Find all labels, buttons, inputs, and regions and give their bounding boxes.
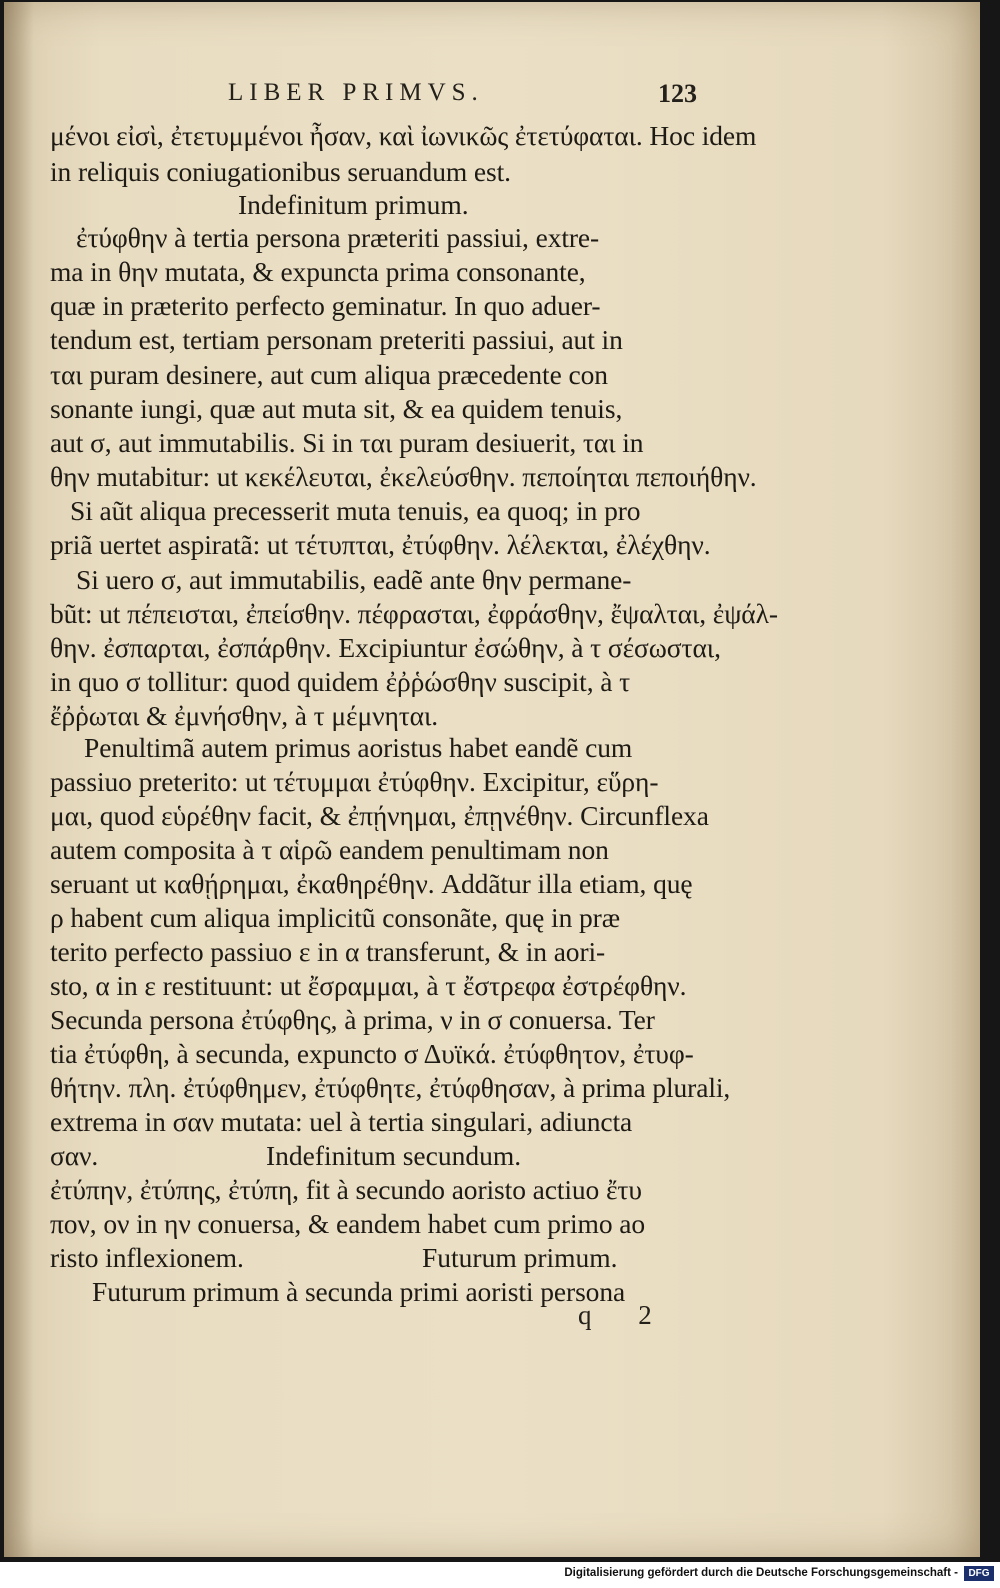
text-line: in quo σ tollitur: quod quidem ἐῤῥώσθην suscipit, à τ [50,666,631,697]
page-gutter-shadow [4,2,34,1557]
text-line: sonante iungi, quæ aut muta sit, & ea quidem tenuis, [50,393,623,424]
text-line: seruant ut καθῄρημαι, ἐκαθηρέθην. Addãtur illa etiam, quę [50,868,693,899]
text-line: autem composita à τ αἱρῶ eandem penultimam non [50,834,609,865]
text-line: θην. ἐσπαρται, ἐσπάρθην. Excipiuntur ἐσώθην, à τ σέσωσται, [50,632,721,663]
text-line: Si uero σ, aut immutabilis, eadẽ ante θην permane- [76,564,632,595]
text-line: θήτην. πλη. ἐτύφθημεν, ἐτύφθητε, ἐτύφθησαν, à prima plurali, [50,1072,731,1103]
text-line: quæ in præterito perfecto geminatur. In quo aduer- [50,290,601,321]
text-line: sto, α in ε restituunt: ut ἔσραμμαι, à τ ἔστρεφα ἐστρέφθην. [50,970,687,1001]
text-line: passiuo preterito: ut τέτυμμαι ἐτύφθην. Excipitur, εὕρη- [50,766,659,797]
text-line: μαι, quod εὑρέθην facit, & ἐπῄνημαι, ἐπῃνέθην. Circunflexa [50,800,709,831]
text-line: Penultimã autem primus aoristus habet eandẽ cum [84,732,633,763]
text-line: σαν. [50,1140,99,1171]
section-heading: Indefinitum secundum. [266,1140,522,1171]
text-line: ma in θην mutata, & expuncta prima consonante, [50,256,586,287]
text-line: bũt: ut πέπεισται, ἐπείσθην. πέφρασται, ἐφράσθην, ἔψαλται, ἐψάλ- [50,598,778,629]
text-line: terito perfecto passiuo ε in α transferunt, & in aori- [50,936,606,967]
text-line: Si aũt aliqua precesserit muta tenuis, ea quoq; in pro [70,495,641,526]
running-head: LIBER PRIMVS. [228,79,484,106]
text-line: tia ἐτύφθη, à secunda, expuncto σ Δυϊκά. ἐτύφθητον, ἐτυφ- [50,1038,694,1069]
text-line: Secunda persona ἐτύφθης, à prima, ν in σ conuersa. Ter [50,1004,655,1035]
text-line: Futurum primum à secunda primi aoristi persona [92,1276,626,1307]
text-line: risto inflexionem. [50,1242,244,1273]
footer-credit: Digitalisierung gefördert durch die Deutsche Forschungsgemeinschaft - [564,1567,958,1579]
folio-number: 123 [658,79,697,108]
text-line: ται puram desinere, aut cum aliqua præcedente con [50,359,608,390]
text-line: μένοι εἰσὶ, ἐτετυμμένοι ἦσαν, καὶ ἰωνικῶς ἐτετύφαται. Hoc idem [50,120,757,151]
dfg-logo-icon: DFG [964,1566,994,1581]
text-line: θην mutabitur: ut κεκέλευται, ἐκελεύσθην. πεποίηται πεποιήθην. [50,461,757,492]
text-line: extrema in σαν mutata: uel à tertia singulari, adiuncta [50,1106,633,1137]
text-line: ρ habent cum aliqua implicitũ consonãte, quę in præ [50,902,620,933]
text-line: ἔῤῥωται & ἐμνήσθην, à τ μέμνηται. [50,700,439,731]
text-line: tendum est, tertiam personam preteriti passiui, aut in [50,324,623,355]
signature-mark: q 2 [578,1300,672,1330]
text-line: ἐτύπην, ἐτύπης, ἐτύπη, fit à secundo aoristo actiuo ἔτυ [50,1174,642,1205]
text-line: aut σ, aut immutabilis. Si in ται puram desiuerit, ται in [50,427,644,458]
section-heading: Indefinitum primum. [238,189,469,220]
text-line: priã uertet aspiratã: ut τέτυπται, ἐτύφθην. λέλεκται, ἐλέχθην. [50,529,711,560]
text-line: ἐτύφθην à tertia persona præteriti passiui, extre- [76,222,600,253]
section-heading: Futurum primum. [422,1242,618,1273]
text-line: in reliquis coniugationibus seruandum est. [50,156,511,187]
text-line: πον, ον in ην conuersa, & eandem habet cum primo ao [50,1208,646,1239]
